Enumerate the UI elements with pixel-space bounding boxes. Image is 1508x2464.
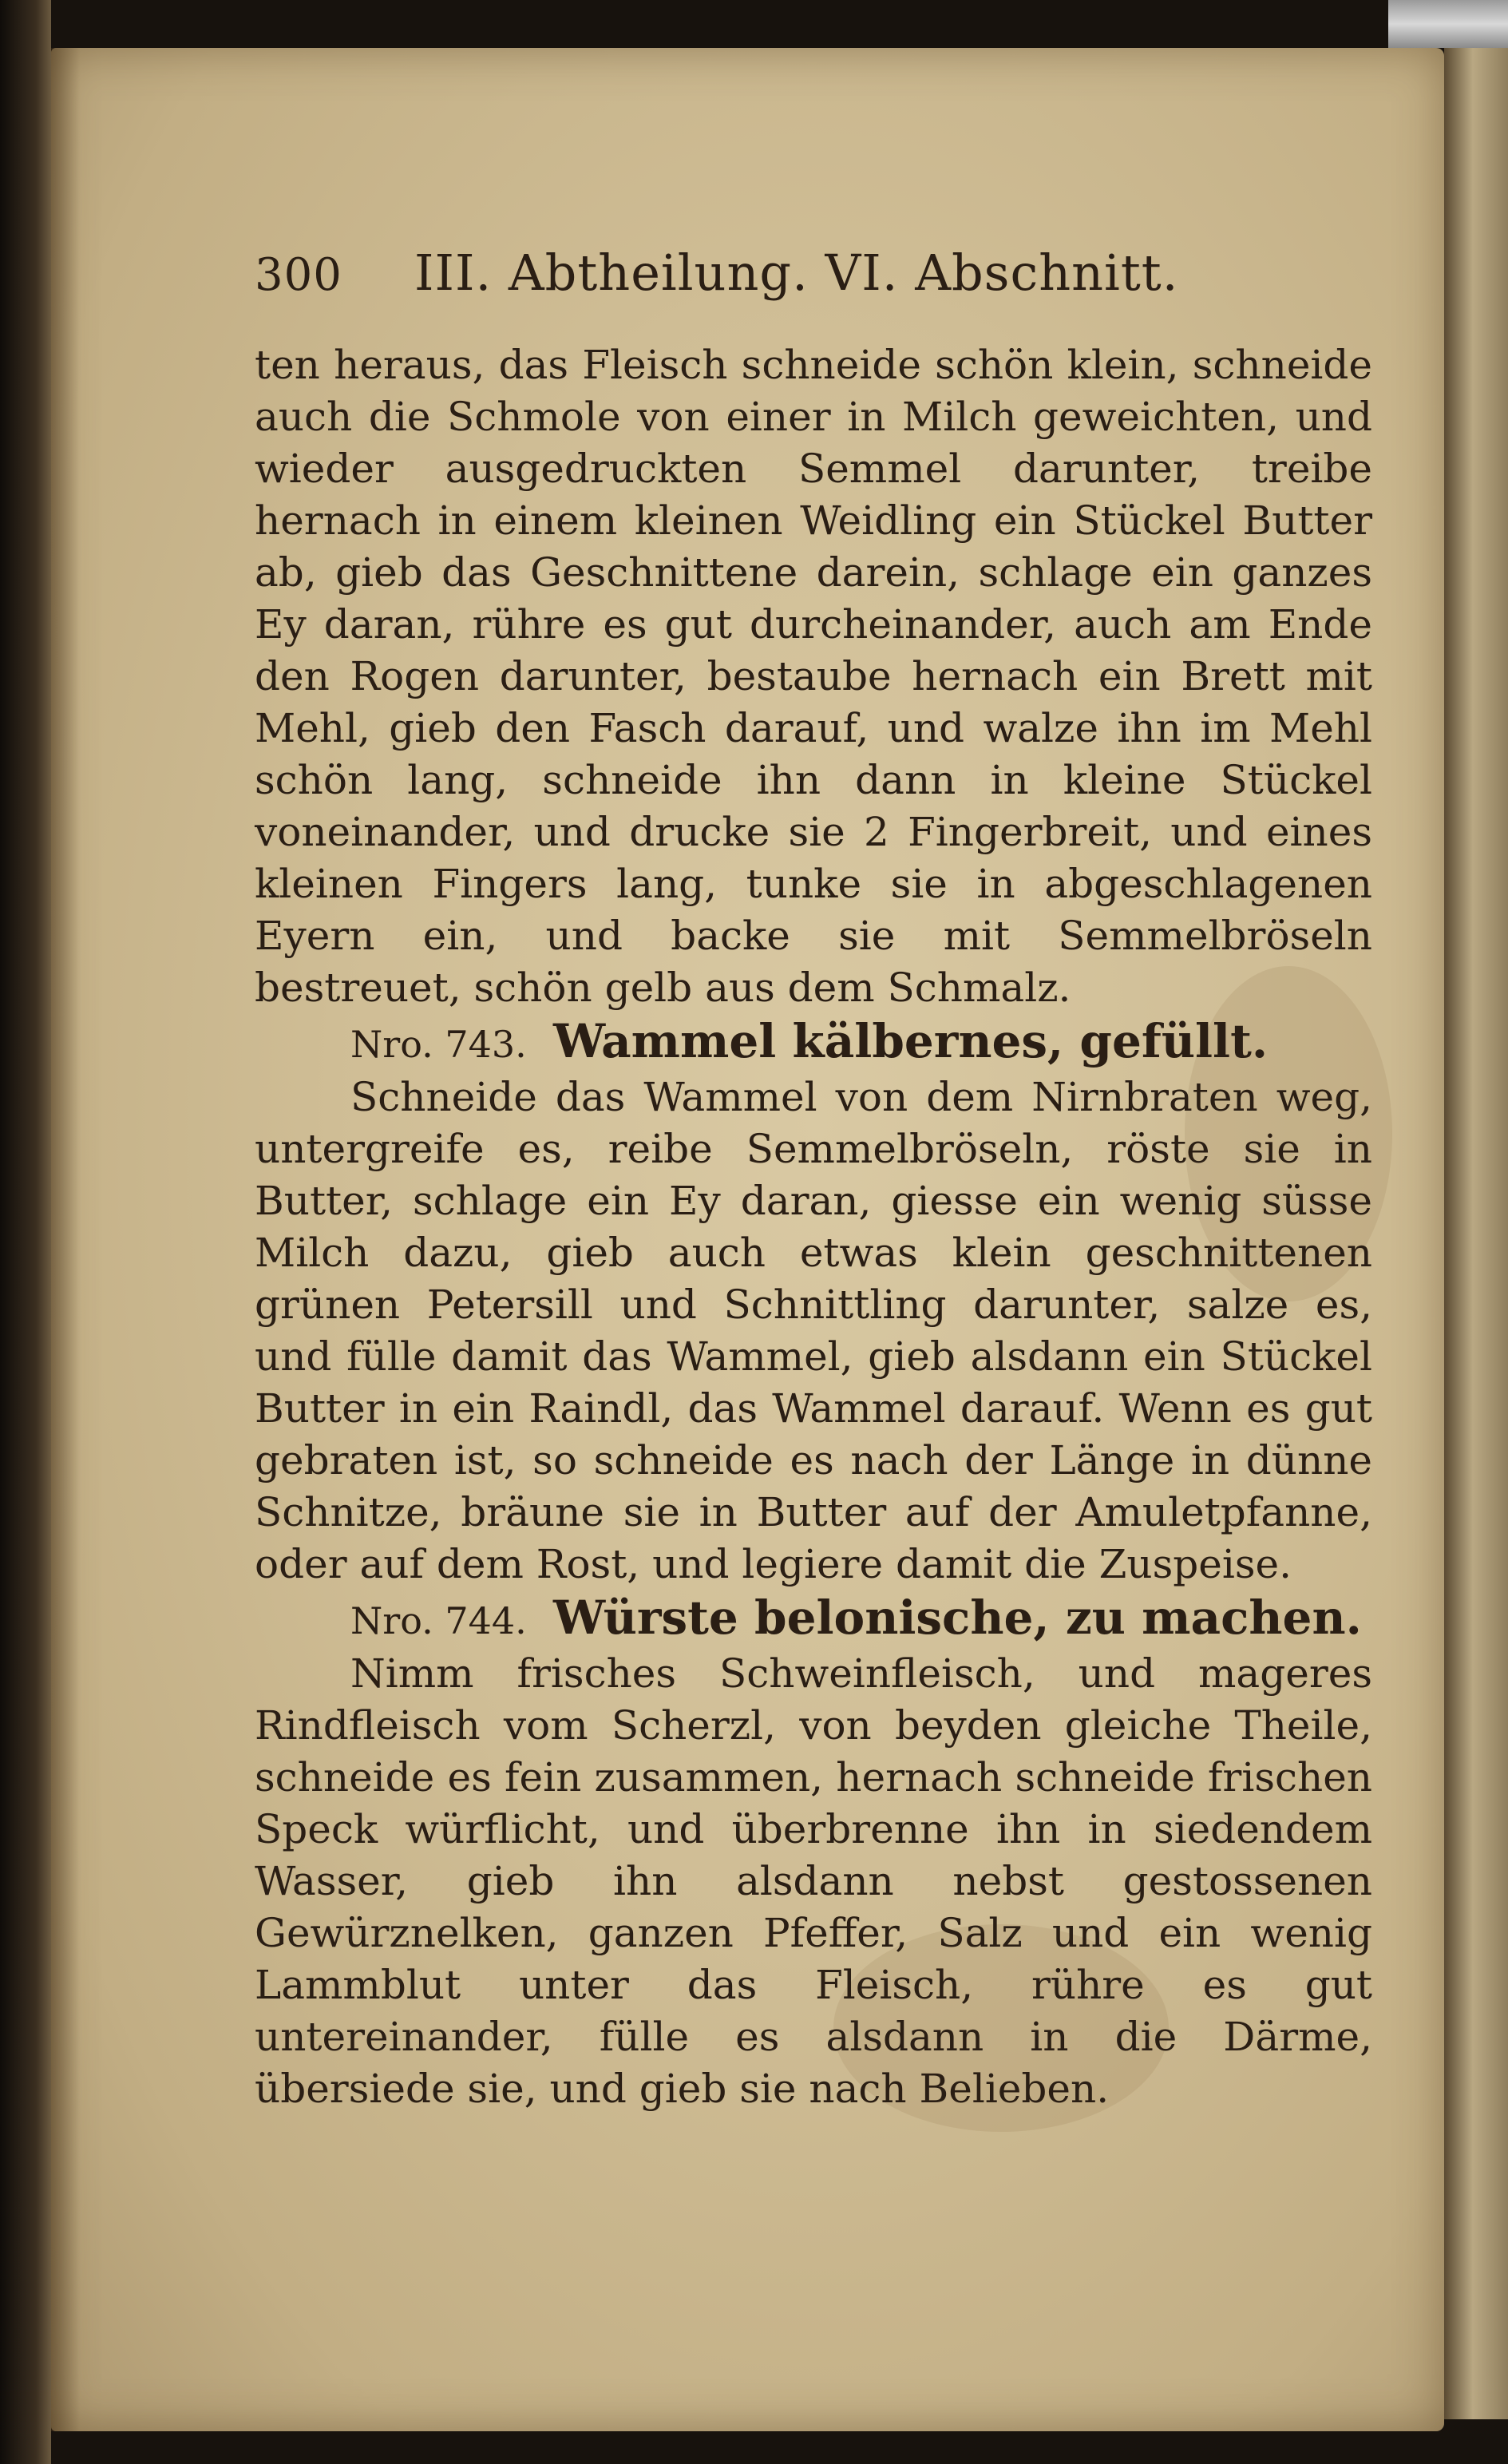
page-gutter: [51, 48, 80, 2431]
recipe-heading: [255, 1591, 1372, 1648]
continuation-paragraph: ten heraus, das Fleisch schneide schön klein, schneide auch die Schmole von einer in Milch geweichten, und wieder ausgedruckten Semmel darunter, treibe hernach in einem kleinen Weidling ein Stückel Butter ab, gieb das Geschnittene darein, schlage ein ganzes Ey daran, rühre es gut durcheinander, auch am Ende den Rogen darunter, bestaube hernach ein Brett mit Mehl, gieb den Fasch darauf, und walze ihn im Mehl schön lang, schneide ihn dann in kleine Stückel voneinander, und drucke sie 2 Fingerbreit, und eines kleinen Fingers lang, tunke sie in abgeschlagenen Eyern ein, und backe sie mit Semmelbröseln bestreuet, schön gelb aus dem Schmalz.: [255, 342, 1372, 1011]
recipe-heading: [255, 1014, 1372, 1072]
bookmark-tab: [1388, 0, 1508, 48]
binding-shadow: [0, 0, 51, 2464]
recipe-paragraph: Schneide das Wammel von dem Nirnbraten weg, untergreife es, reibe Semmelbröseln, röste sie in Butter, schlage ein Ey daran, giesse ein wenig süsse Milch dazu, gieb auch etwas klein geschnittenen grünen Petersill und Schnittling darunter, salze es, und fülle damit das Wammel, gieb alsdann ein Stückel Butter in ein Raindl, das Wammel darauf. Wenn es gut gebraten ist, so schneide es nach der Länge in dünne Schnitze, bräune sie in Butter auf der Amuletpfanne, oder auf dem Rost, und legiere damit die Zuspeise.: [255, 1074, 1372, 1587]
recipe-paragraph: Nimm frisches Schweinfleisch, und mageres Rindfleisch vom Scherzl, von beyden gleiche Theile, schneide es fein zusammen, hernach schneide frischen Speck würflicht, und überbrenne ihn in siedendem Wasser, gieb ihn alsdann nebst gestossenen Gewürznelken, ganzen Pfeffer, Salz und ein wenig Lammblut unter das Fleisch, rühre es gut untereinander, fülle es alsdann in die Därme, übersiede sie, und gieb sie nach Belieben.: [255, 1650, 1372, 2112]
recipe-title: Würste belonische, zu machen.: [552, 1591, 1362, 1645]
page-text: [255, 244, 1372, 2115]
recipe-number: Nro. 743.: [350, 1023, 527, 1066]
recipe-number: Nro. 744.: [350, 1599, 527, 1642]
running-head: [255, 244, 1372, 339]
page-number: 300: [255, 249, 342, 301]
section-title: III. Abtheilung. VI. Abschnitt.: [414, 244, 1179, 302]
adjacent-page-edge: [1444, 24, 1508, 2419]
recipe-title: Wammel kälbernes, gefüllt.: [552, 1014, 1269, 1068]
book-page: [51, 48, 1444, 2431]
